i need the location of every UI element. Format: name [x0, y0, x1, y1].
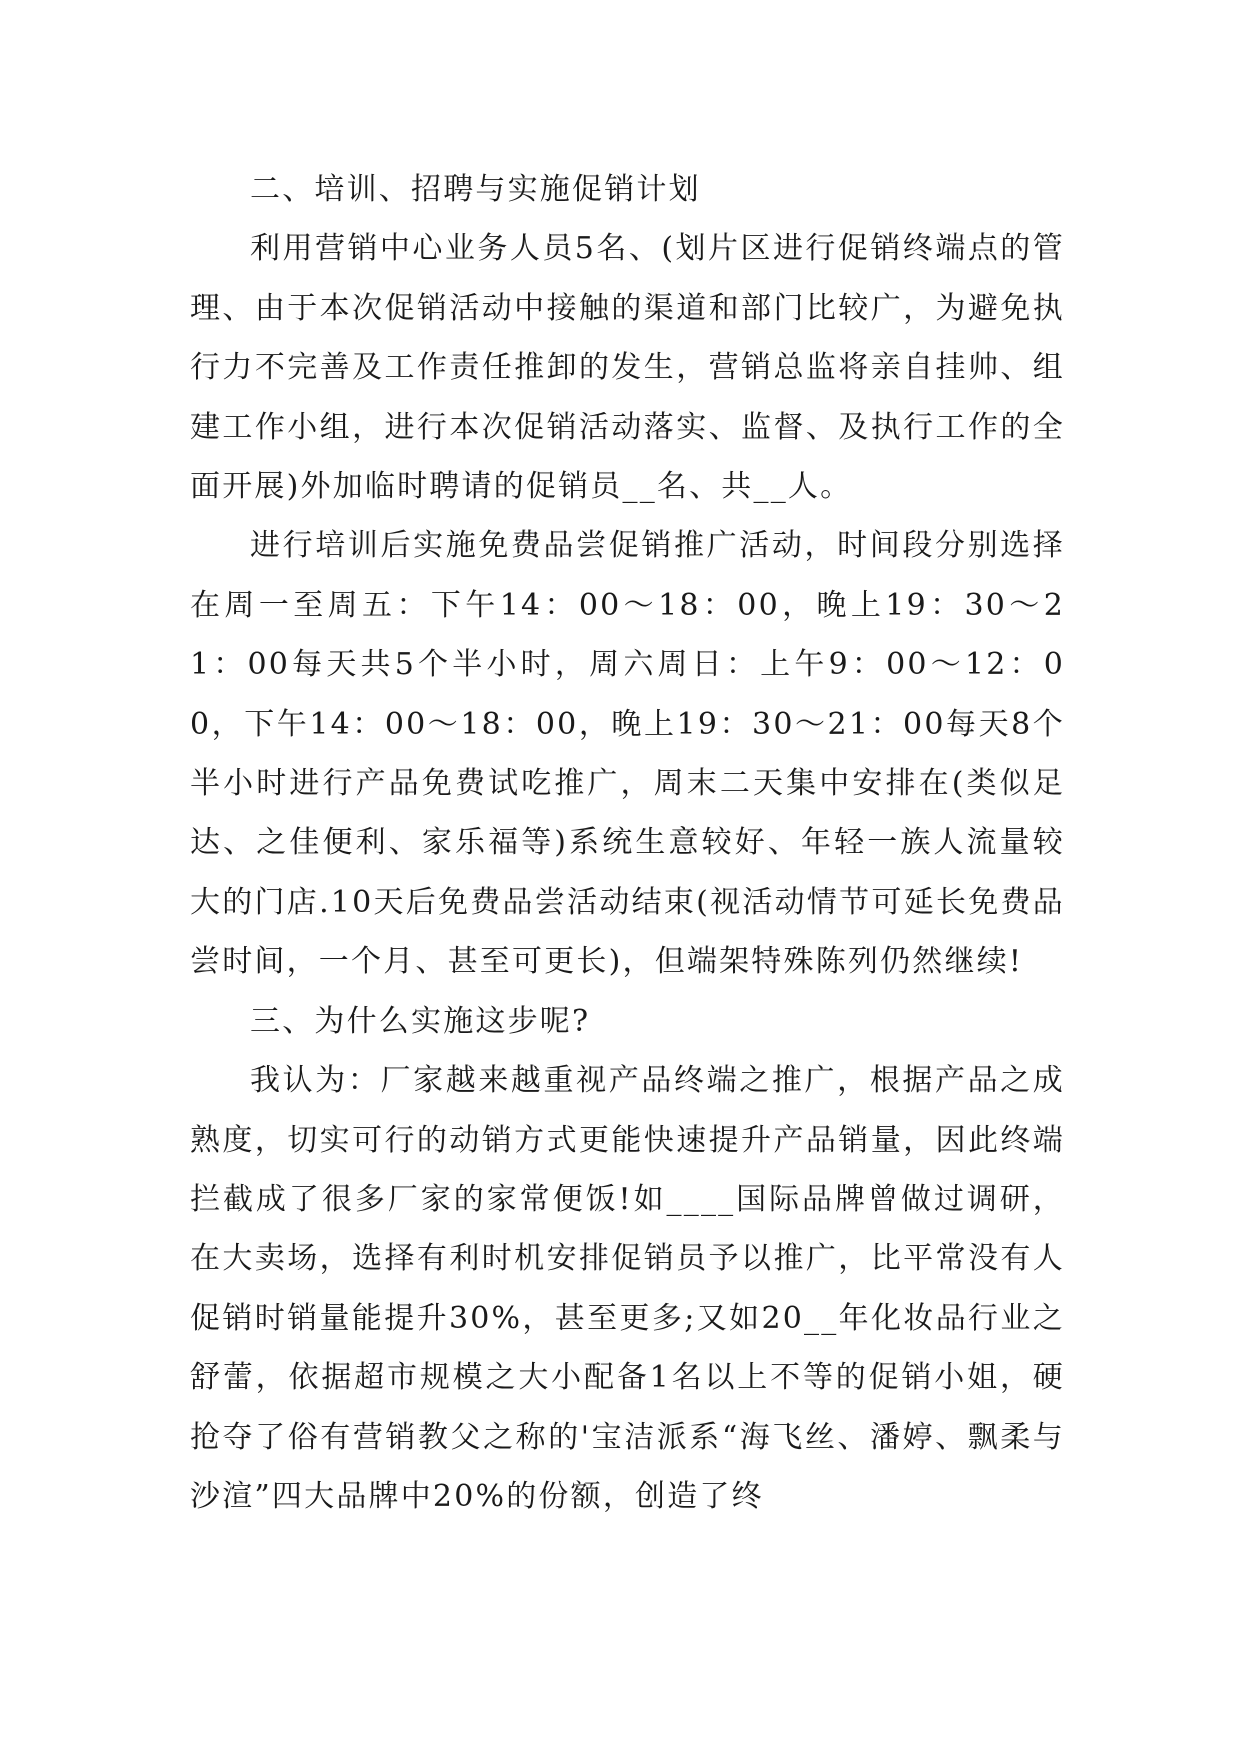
paragraph-staffing: 利用营销中心业务人员5名、(划片区进行促销终端点的管理、由于本次促销活动中接触的渠道和部门比较广，为避免执行力不完善及工作责任推卸的发生，营销总监将亲自挂帅、组建工作小组，进行本次促销活动落实、监督、及执行工作的全面开展)外加临时聘请的促销员__名、共__人。: [190, 231, 1065, 505]
document-body: [190, 160, 1065, 1526]
section-heading-why: 三、为什么实施这步呢?: [250, 1003, 591, 1039]
paragraph-reasoning: 我认为：厂家越来越重视产品终端之推广，根据产品之成熟度，切实可行的动销方式更能快速提升产品销量，因此终端拦截成了很多厂家的家常便饭!如____国际品牌曾做过调研，在大卖场，选择有利时机安排促销员予以推广，比平常没有人促销时销量能提升30%，甚至更多;又如20__年化妆品行业之舒蕾，依据超市规模之大小配备1名以上不等的促销小姐，硬抢夺了俗有营销教父之称的'宝洁派系“海飞丝、潘婷、飘柔与沙渲”四大品牌中20%的份额，创造了终: [190, 1063, 1065, 1514]
paragraph-schedule: 进行培训后实施免费品尝促销推广活动，时间段分别选择在周一至周五：下午14：00～18：00，晚上19：30～21：00每天共5个半小时，周六周日：上午9：00～12：00，下午14：00～18：00，晚上19：30～21：00每天8个半小时进行产品免费试吃推广，周末二天集中安排在(类似足达、之佳便利、家乐福等)系统生意较好、年轻一族人流量较大的门店.10天后免费品尝活动结束(视活动情节可延长免费品尝时间，一个月、甚至可更长)，但端架特殊陈列仍然继续!: [190, 528, 1065, 980]
section-heading-training: 二、培训、招聘与实施促销计划: [250, 172, 701, 207]
